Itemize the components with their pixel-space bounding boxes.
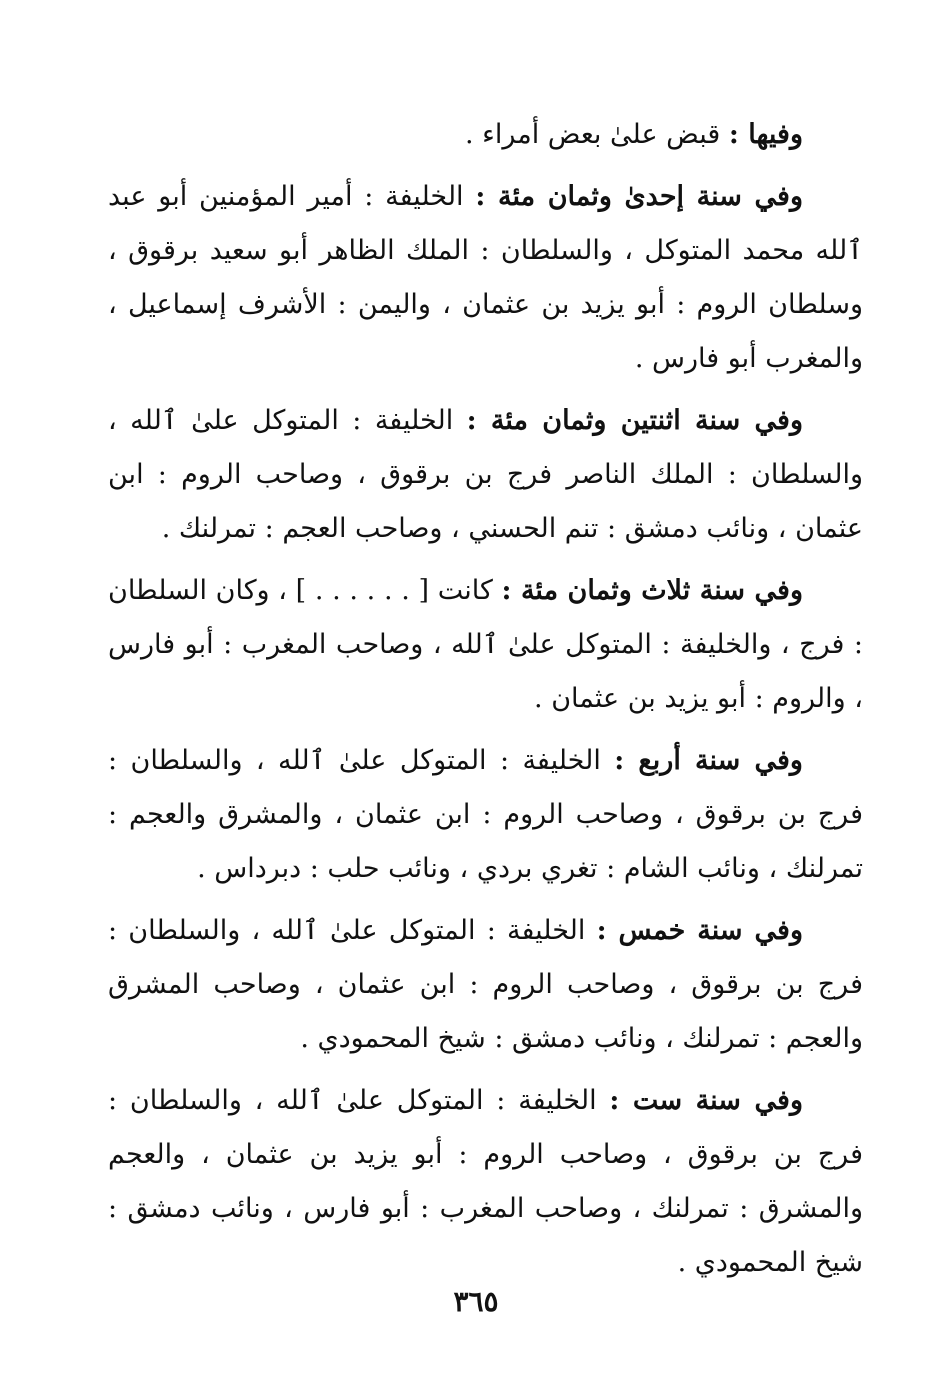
paragraph-heading: وفي سنة خمس : xyxy=(596,915,803,946)
paragraph-1 xyxy=(108,108,863,162)
page-body xyxy=(108,108,863,1290)
paragraph-text: الخليفة : المتوكل علىٰ ٱلله ، والسلطان : الملك الناصر فرج بن برقوق ، وصاحب الروم : ابن عثمان ، ونائب دمشق : تنم الحسني ، وصاحب العجم : تمرلنك . xyxy=(108,405,863,544)
paragraph-heading: وفي سنة اثنتين وثمان مئة : xyxy=(466,405,803,436)
page-number: ٣٦٥ xyxy=(453,1285,499,1318)
paragraph-2 xyxy=(108,170,863,386)
paragraph-heading: وفي سنة ست : xyxy=(609,1085,803,1116)
paragraph-4 xyxy=(108,564,863,726)
paragraph-6 xyxy=(108,904,863,1066)
paragraph-5 xyxy=(108,734,863,896)
paragraph-text: الخليفة : المتوكل علىٰ ٱلله ، والسلطان : فرج بن برقوق ، وصاحب الروم : أبو يزيد بن عثمان ، والعجم والمشرق : تمرلنك ، وصاحب المغرب : أبو فارس ، ونائب دمشق : شيخ المحمودي . xyxy=(108,1085,863,1278)
paragraph-7 xyxy=(108,1074,863,1290)
paragraph-text: كانت [ . . . . . . ] ، وكان السلطان : فرج ، والخليفة : المتوكل علىٰ ٱلله ، وصاحب المغرب : أبو فارس ، والروم : أبو يزيد بن عثمان . xyxy=(108,575,863,714)
paragraph-heading: وفي سنة ثلاث وثمان مئة : xyxy=(501,575,803,606)
paragraph-text: الخليفة : المتوكل علىٰ ٱلله ، والسلطان : فرج بن برقوق ، وصاحب الروم : ابن عثمان ، وصاحب المشرق والعجم : تمرلنك ، ونائب دمشق : شيخ المحمودي . xyxy=(108,915,863,1054)
paragraph-text: الخليفة : أمير المؤمنين أبو عبد ٱلله محمد المتوكل ، والسلطان : الملك الظاهر أبو سعيد برقوق ، وسلطان الروم : أبو يزيد بن عثمان ، واليمن : الأشرف إسماعيل ، والمغرب أبو فارس . xyxy=(108,181,863,374)
paragraph-3 xyxy=(108,394,863,556)
paragraph-heading: وفي سنة إحدىٰ وثمان مئة : xyxy=(475,181,804,212)
paragraph-text: الخليفة : المتوكل علىٰ ٱلله ، والسلطان : فرج بن برقوق ، وصاحب الروم : ابن عثمان ، والمشرق والعجم : تمرلنك ، ونائب الشام : تغري بردي ، ونائب حلب : دبرداس . xyxy=(108,745,863,884)
paragraph-heading: وفي سنة أربع : xyxy=(614,745,803,776)
paragraph-heading: وفيها : xyxy=(728,119,803,150)
paragraph-text: قبض علىٰ بعض أمراء . xyxy=(465,119,729,150)
